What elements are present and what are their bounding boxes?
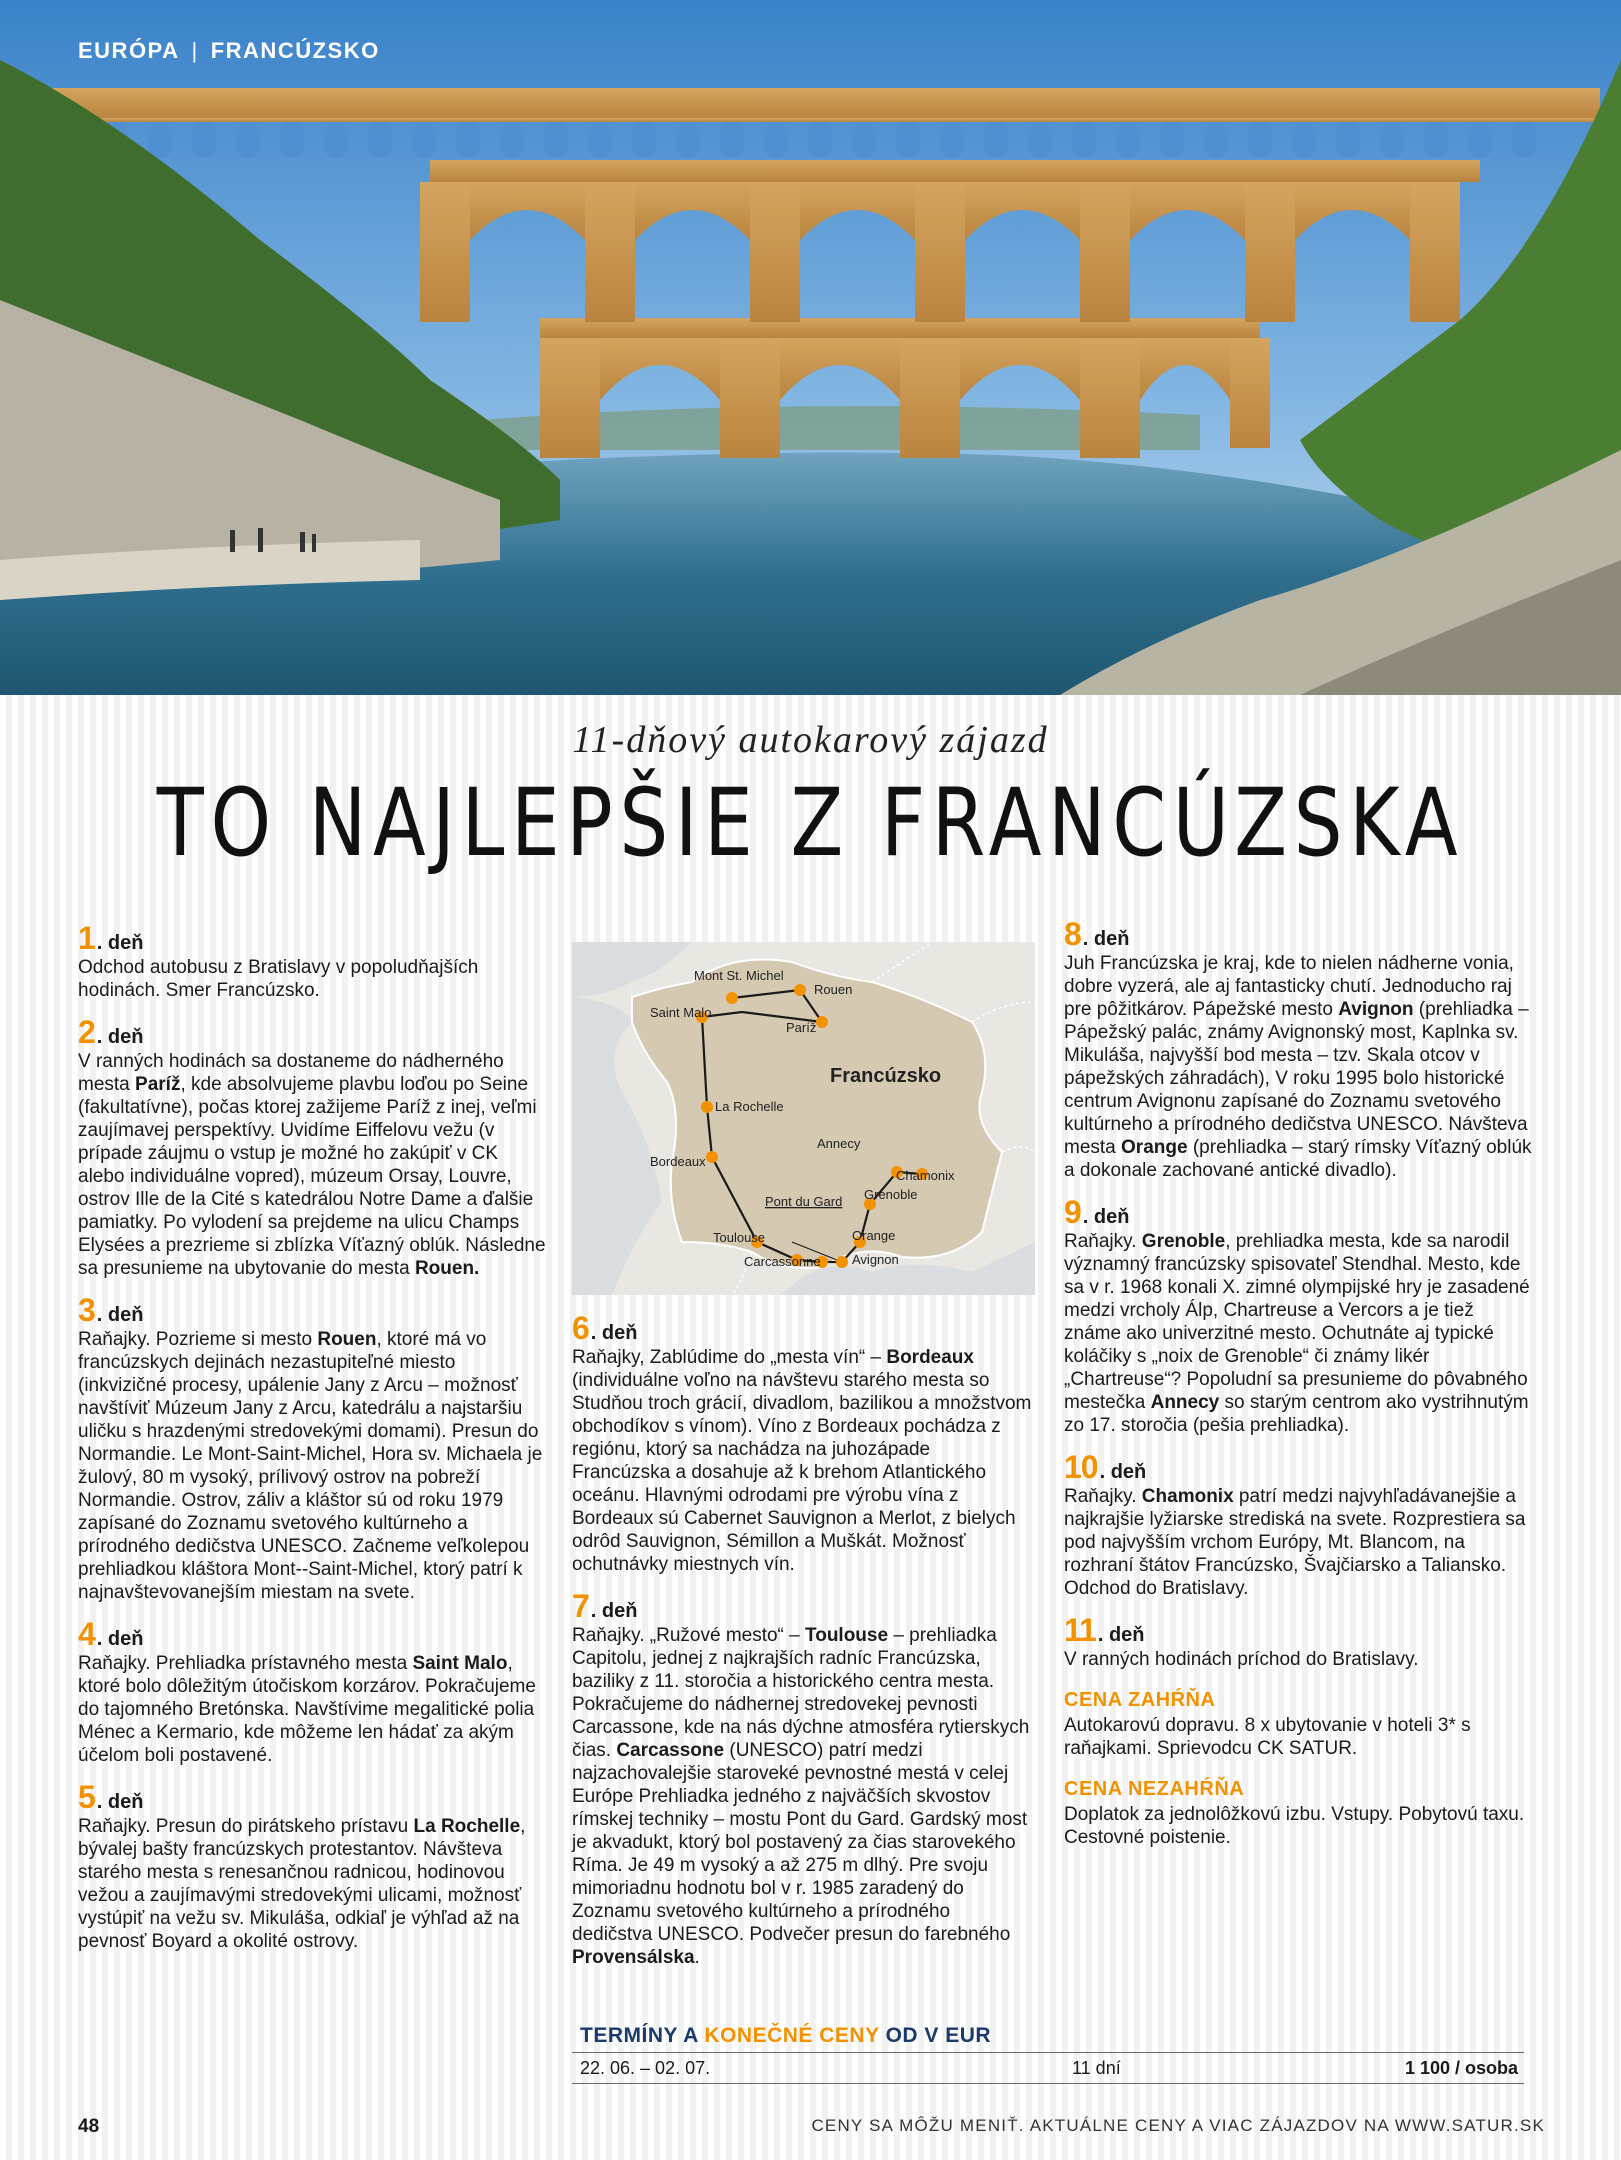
map-label-mont-st-michel: Mont St. Michel (694, 968, 784, 983)
day-11 (1064, 1614, 1534, 1671)
day-number: 4 (78, 1616, 95, 1652)
terms-date: 22. 06. – 02. 07. (580, 2058, 711, 2078)
day-word: . deň (1082, 928, 1130, 950)
day-1 (78, 922, 548, 1002)
terms-price: 1 100 / osoba (1404, 2058, 1518, 2078)
day-8 (1064, 918, 1534, 1182)
column-left (78, 922, 548, 1967)
page-subtitle: 11-dňový autokarový zájazd (572, 719, 1049, 761)
day-number: 9 (1064, 1194, 1081, 1230)
day-word: . deň (590, 1322, 638, 1344)
map-country-label: Francúzsko (830, 1065, 942, 1087)
day-number: 8 (1064, 916, 1081, 952)
terms-heading (580, 2024, 991, 2048)
day-heading (1064, 1196, 1534, 1229)
terms-days: 11 dní (1072, 2058, 1121, 2078)
day-2 (78, 1016, 548, 1280)
map-label-toulouse: Toulouse (713, 1230, 766, 1245)
map-label-avignon: Avignon (852, 1252, 899, 1267)
day-text: Raňajky. „Ružové mesto“ – Toulouse – prehliadka Capitolu, jednej z najkrajších radníc Francúzska, baziliky z 11. storočia a historického centra mesta. Pokračujeme do nádhernej stredovekej pevnosti Carcassone, kde na nás dýchne atmosféra rytierskych čias. Carcassone (UNESCO) patrí medzi najzachovalejšie staroveké pevnostné mestá v celej Európe Prehliadka jedného z najväčších skvostov rímskej techniky – mostu Pont du Gard. Gardský most je akvadukt, ktorý bol postavený za čias starovekého Ríma. Je 49 m vysoký a až 275 m dlhý. Pre svoju mimoriadnu hodnotu bol v r. 1985 zaradený do Zoznamu svetového kultúrneho a prírodného dedičstva UNESCO. Podvečer presun do farebného Provensálska. (572, 1625, 1030, 1968)
day-heading (1064, 1451, 1534, 1484)
day-heading (78, 1618, 548, 1651)
map-label-orange: Orange (852, 1228, 896, 1243)
page-number: 48 (78, 2116, 100, 2137)
day-word: . deň (96, 1628, 144, 1650)
day-text: Raňajky. Grenoble, prehliadka mesta, kde sa narodil významný francúzsky spisovateľ Stendhal. Mesto, kde sa v r. 1968 konali X. zimné olympijské hry je zasadené medzi vrcholy Álp, Chartreuse a Vercors a je tiež známe ako univerzitné mesto. Ochutnáte aj typické koláčiky s „noix de Grenoble“ či známy likér „Chartreuse“? Popoludní sa presunieme do pôvabného mestečka Annecy so starým centrom ako vystrihnutým zo 17. storočia (pešia prehliadka). (1064, 1231, 1530, 1436)
column-right (1064, 918, 1534, 1849)
day-10 (1064, 1451, 1534, 1600)
day-text: Juh Francúzska je kraj, kde to nielen nádherne vonia, dobre vyzerá, ale aj fantasticky chutí. Jednoducho raj pre pôžitkárov. Pápežské mesto Avignon (prehliadka – Pápežský palác, známy Avignonský most, Kaplnka sv. Mikuláša, najvyšší bod mesta – tzv. Skala otcov v pápežských záhradách), V roku 1995 bolo historické centrum Avignonu zapísané do Zoznamu svetového kultúrneho a prírodného dedičstva UNESCO. Návšteva mesta Orange (prehliadka – starý rímsky Víťazný oblúk a dokonale zachované antické divadlo). (1064, 953, 1532, 1181)
day-5 (78, 1781, 548, 1953)
day-word: . deň (96, 932, 144, 954)
day-word: . deň (96, 1304, 144, 1326)
terms-highlight: KONEČNÉ CENY (704, 2024, 880, 2047)
breadcrumb-country: FRANCÚZSKO (210, 38, 380, 63)
day-9 (1064, 1196, 1534, 1437)
breadcrumb-separator: | (191, 38, 199, 63)
day-text: Raňajky. Presun do pirátskeho prístavu La Rochelle, bývalej bašty francúzskych protestantov. Návšteva starého mesta s renesančnou radnicou, hodinovou vežou a zaujímavými stredovekými ulicami, možnosť vystúpiť na vežu sv. Mikuláša, odkiaľ je výhľad až na pevnosť Boyard a okolité ostrovy. (78, 1816, 526, 1952)
map-dot-la-rochelle (701, 1101, 713, 1113)
day-number: 6 (572, 1310, 589, 1346)
page-title: TO NAJLEPŠIE Z FRANCÚZSKA (156, 769, 1465, 878)
day-word: . deň (96, 1791, 144, 1813)
day-text: Raňajky. Chamonix patrí medzi najvyhľadávanejšie a najkrajšie lyžiarske strediská na svete. Rozprestiera sa pod najvyšším vrchom Európy, Mt. Blancom, na rozhraní štátov Francúzsko, Švajčiarsko a Taliansko. Odchod do Bratislavy. (1064, 1486, 1526, 1599)
day-word: . deň (1082, 1206, 1130, 1228)
map-label-grenoble: Grenoble (864, 1187, 918, 1202)
day-text: Odchod autobusu z Bratislavy v popoludňajších hodinách. Smer Francúzsko. (78, 957, 479, 1001)
day-4 (78, 1618, 548, 1767)
map-dot-mont-st-michel (726, 992, 738, 1004)
day-number: 11 (1064, 1612, 1096, 1648)
day-number: 2 (78, 1014, 95, 1050)
price-included-text: Autokarovú dopravu. 8 x ubytovanie v hoteli 3* s raňajkami. Sprievodcu CK SATUR. (1064, 1715, 1471, 1759)
day-heading (572, 1590, 1032, 1623)
day-word: . deň (590, 1600, 638, 1622)
map-dot-rouen (794, 984, 806, 996)
map-label-la-rochelle: La Rochelle (715, 1099, 784, 1114)
breadcrumb-region: EURÓPA (78, 38, 180, 63)
terms-suffix: OD V EUR (885, 2024, 992, 2047)
day-heading (78, 1016, 548, 1049)
day-heading (1064, 1614, 1534, 1647)
map-label-chamonix: Chamonix (896, 1168, 955, 1183)
terms-row (572, 2052, 1524, 2084)
day-heading (1064, 918, 1534, 951)
map-dot-avignon (836, 1256, 848, 1268)
day-number: 3 (78, 1292, 95, 1328)
map-label-carcassonne: Carcassonne (744, 1254, 821, 1269)
day-word: . deň (96, 1026, 144, 1048)
terms-prefix: TERMÍNY A (580, 2024, 699, 2047)
day-heading (78, 922, 548, 955)
day-text: Raňajky. Pozrieme si mesto Rouen, ktoré má vo francúzskych dejinách nezastupiteľné miesto (inkvizičné procesy, upálenie Jany z Arcu – možnosť navštíviť Múzeum Jany z Arcu, katedrálu a najstaršiu uličku s hrazdenými stredovekými domami). Presun do Normandie. Le Mont-Saint-Michel, Hora sv. Michaela je žulový, 80 m vysoký, prílivový ostrov na pobreží Normandie. Ostrov, záliv a kláštor sú od roku 1979 zapísané do Zoznamu svetového kultúrneho a prírodného dedičstva UNESCO. Začneme veľkolepou prehliadkou kláštora Mont--Saint-Michel, ktorý patrí k najnavštevovanejším miestam na svete. (78, 1329, 543, 1603)
day-text: Raňajky, Zablúdime do „mesta vín“ – Bordeaux (individuálne voľno na návštevu starého mesta so Studňou troch grácií, divadlom, bazilikou a množstvom obchodíkov s vínom). Víno z Bordeaux pochádza z regiónu, ktorý sa nachádza na juhozápade Francúzska a dosahuje až k brehom Atlantického oceánu. Hlavnými odrodami pre výrobu vína z Bordeaux sú Cabernet Sauvignon a Merlot, z bielych odrôd Sauvignon, Sémillon a Muškát. Možnosť ochutnávky miestnych vín. (572, 1347, 1032, 1575)
day-number: 5 (78, 1779, 95, 1815)
map-label-saint-malo: Saint Malo (650, 1005, 712, 1020)
day-7 (572, 1590, 1032, 1969)
map-dot-bordeaux (706, 1151, 718, 1163)
hero-photo (0, 0, 1621, 695)
map-label-pont-du-gard: Pont du Gard (765, 1194, 843, 1209)
map-dot-pariz (816, 1016, 828, 1028)
day-text: V ranných hodinách sa dostaneme do nádherného mesta Paríž, kde absolvujeme plavbu loďou po Seine (fakultatívne), počas ktorej zažijeme Paríž z inej, veľmi zaujímavej perspektívy. Uvidíme Eiffelovu vežu (v prípade záujmu o vstup je možné ho zakúpiť v CK alebo individuálne vopred), múzeum Orsay, Louvre, ostrov Ille de la Cité s katedrálou Notre Dame a ďalšie pamiatky. Po vylodení sa prejdeme na ulicu Champs Elysées a prezrieme si zblízka Víťazný oblúk. Následne sa presunieme na ubytovanie do mesta Rouen. (78, 1051, 546, 1279)
day-text: Raňajky. Prehliadka prístavného mesta Saint Malo, ktoré bolo dôležitým útočiskom korzárov. Pokračujeme do tajomného Bretónska. Navštívime megalitické polia Ménec a Kermario, kde môžeme len hádať za akým účelom boli postavené. (78, 1653, 536, 1766)
day-word: . deň (1099, 1461, 1147, 1483)
map-label-annecy: Annecy (817, 1136, 861, 1151)
day-number: 1 (78, 920, 95, 956)
day-6 (572, 1312, 1032, 1576)
price-included-label: CENA ZAHŔŇA (1064, 1689, 1216, 1711)
map-label-pariz: Paríž (786, 1020, 817, 1035)
breadcrumb (78, 38, 380, 64)
day-number: 7 (572, 1588, 589, 1624)
route-map (572, 942, 1035, 1295)
day-text: V ranných hodinách príchod do Bratislavy. (1064, 1649, 1419, 1670)
day-number: 10 (1064, 1449, 1098, 1485)
column-middle (572, 1312, 1032, 1983)
day-3 (78, 1294, 548, 1604)
day-heading (572, 1312, 1032, 1345)
price-excluded-label: CENA NEZAHŔŇA (1064, 1778, 1245, 1800)
day-heading (78, 1294, 548, 1327)
price-excluded-text: Doplatok za jednolôžkovú izbu. Vstupy. Pobytovú taxu. Cestovné poistenie. (1064, 1804, 1525, 1848)
map-label-bordeaux: Bordeaux (650, 1154, 706, 1169)
day-word: . deň (1097, 1624, 1145, 1646)
footer-note: CENY SA MÔŽU MENIŤ. AKTUÁLNE CENY A VIAC ZÁJAZDOV NA WWW.SATUR.SK (811, 2116, 1545, 2135)
map-label-rouen: Rouen (814, 982, 853, 997)
day-heading (78, 1781, 548, 1814)
